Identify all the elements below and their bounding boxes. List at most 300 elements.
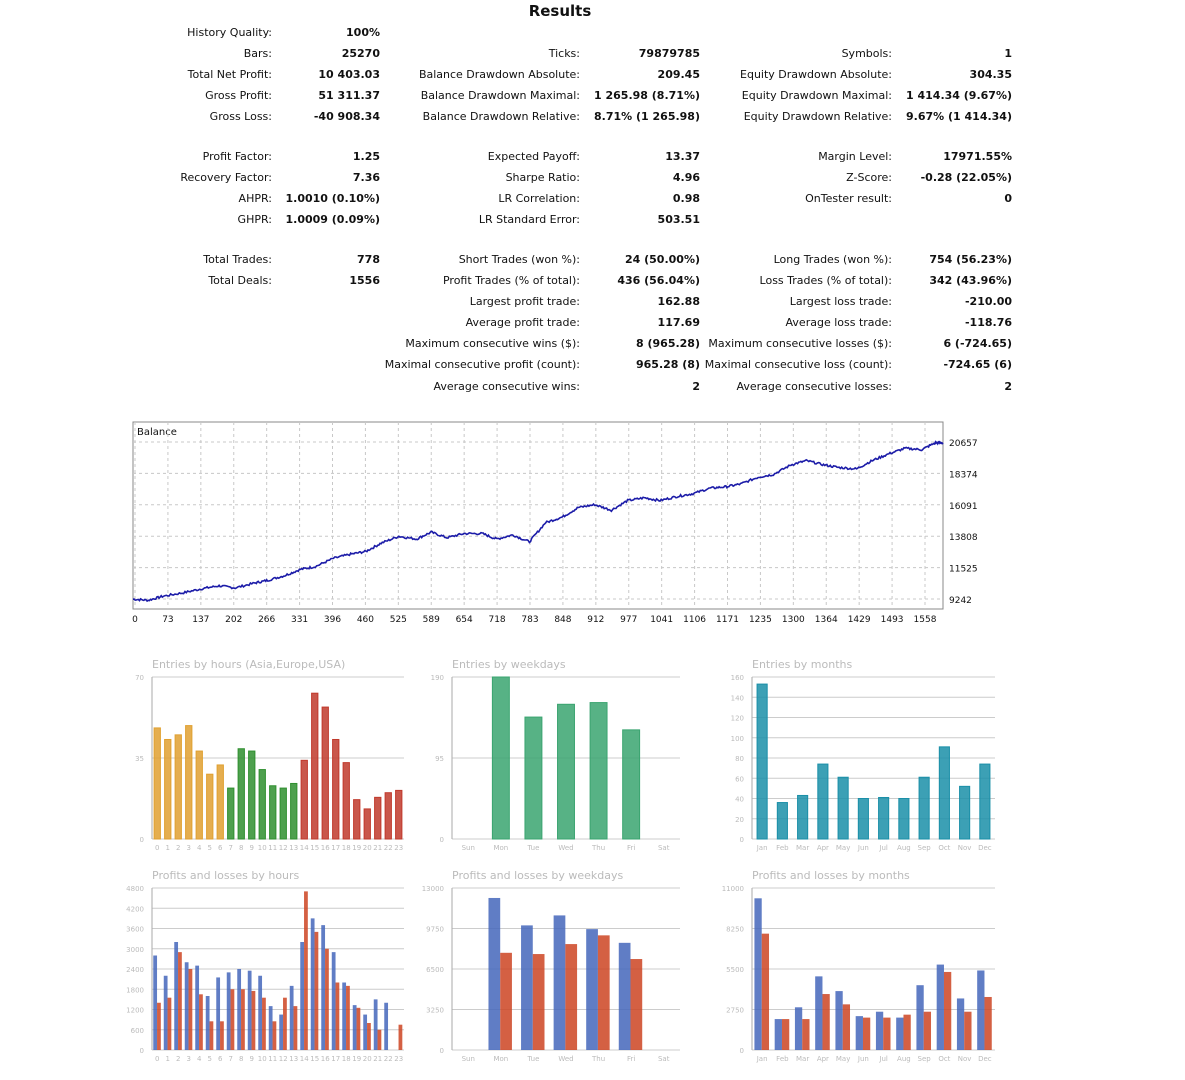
- loss-bar: [336, 983, 340, 1051]
- entries-by-months-chart: [728, 655, 1003, 855]
- x-tick-label: 5: [207, 844, 212, 852]
- x-tick-label: 15: [310, 844, 320, 852]
- y-tick-label: 600: [130, 1026, 144, 1035]
- x-tick-label: 1558: [913, 615, 937, 625]
- x-tick-label: 8: [239, 1055, 244, 1063]
- stat-label: Largest profit trade:: [469, 295, 580, 308]
- y-tick-label: 0: [739, 836, 744, 844]
- stat-value: 1: [1004, 47, 1012, 60]
- loss-bar: [262, 998, 266, 1050]
- loss-bar: [168, 998, 172, 1050]
- stat-label: Profit Trades (% of total):: [442, 274, 580, 287]
- report-title: Results: [528, 2, 592, 20]
- profit-bar: [300, 942, 304, 1050]
- loss-bar: [399, 1025, 403, 1050]
- stat-value: 209.45: [657, 68, 700, 81]
- stat-label: Total Net Profit:: [187, 68, 272, 81]
- loss-bar: [863, 1018, 870, 1050]
- stat-value: 24 (50.00%): [624, 253, 700, 266]
- bar: [838, 777, 848, 839]
- x-tick-label: 1171: [716, 615, 739, 625]
- stat-value: 0: [1004, 192, 1012, 205]
- stat-value: 8 (965.28): [636, 337, 700, 350]
- stat-label: Equity Drawdown Absolute:: [740, 68, 892, 81]
- x-tick-label: Jun: [857, 844, 869, 852]
- x-tick-label: 460: [356, 615, 375, 625]
- y-tick-label: 4200: [126, 905, 144, 914]
- stat-label: Balance Drawdown Relative:: [422, 110, 580, 123]
- x-tick-label: 2: [176, 1055, 181, 1063]
- stat-value: 754 (56.23%): [929, 253, 1012, 266]
- chart-title: Entries by weekdays: [452, 658, 566, 671]
- loss-bar: [346, 986, 350, 1050]
- stat-label: History Quality:: [187, 26, 272, 39]
- loss-bar: [964, 1012, 971, 1050]
- loss-bar: [903, 1015, 910, 1050]
- stat-value: 342 (43.96%): [929, 274, 1012, 287]
- chart-title: Profits and losses by months: [752, 869, 910, 882]
- stat-label: Average profit trade:: [465, 316, 580, 329]
- bar: [939, 747, 949, 839]
- bar: [590, 703, 607, 839]
- stat-value: 0.98: [672, 192, 700, 205]
- stat-value: 304.35: [969, 68, 1012, 81]
- stat-label: Equity Drawdown Maximal:: [741, 89, 892, 102]
- y-tick-label: 140: [730, 694, 744, 703]
- y-tick-label: 13000: [421, 885, 444, 893]
- stat-label: Equity Drawdown Relative:: [743, 110, 892, 123]
- loss-bar: [367, 1023, 371, 1050]
- profit-bar: [957, 998, 964, 1050]
- stat-label: Expected Payoff:: [487, 150, 580, 163]
- x-tick-label: 14: [299, 844, 309, 852]
- x-tick-label: 202: [225, 615, 243, 625]
- x-tick-label: 912: [587, 615, 605, 625]
- stat-value: -0.28 (22.05%): [920, 171, 1012, 184]
- x-tick-label: Feb: [776, 1055, 789, 1063]
- loss-bar: [304, 891, 308, 1050]
- profit-bar: [896, 1018, 903, 1050]
- stat-value: 1.0010 (0.10%): [285, 192, 380, 205]
- y-tick-label: 0: [139, 836, 144, 844]
- y-tick-label: 20: [735, 815, 744, 824]
- loss-bar: [944, 972, 951, 1050]
- y-tick-label: 5500: [726, 966, 744, 974]
- x-tick-label: 23: [394, 844, 404, 852]
- x-tick-label: Thu: [591, 1055, 606, 1063]
- plot-frame: [133, 422, 943, 609]
- loss-bar: [924, 1012, 931, 1050]
- x-tick-label: 718: [488, 615, 506, 625]
- bar: [798, 795, 808, 839]
- profit-bar: [174, 942, 178, 1050]
- x-tick-label: 20: [362, 1055, 372, 1063]
- profit-bar: [815, 976, 822, 1050]
- x-tick-label: 12: [278, 844, 288, 852]
- profit-bar: [279, 1015, 283, 1050]
- bar: [879, 797, 889, 839]
- stat-value: 1 414.34 (9.67%): [906, 89, 1012, 102]
- profits-losses-by-hours-chart: [112, 866, 413, 1071]
- x-tick-label: Sep: [917, 844, 931, 852]
- x-tick-label: 14: [299, 1055, 309, 1063]
- stat-value: 965.28 (8): [636, 358, 700, 371]
- x-tick-label: 1300: [781, 615, 805, 625]
- x-tick-label: 12: [278, 1055, 288, 1063]
- loss-bar: [802, 1019, 809, 1050]
- y-tick-label: 70: [135, 674, 144, 682]
- x-tick-label: Jun: [857, 1055, 869, 1063]
- profit-bar: [311, 918, 315, 1050]
- loss-bar: [220, 1021, 224, 1050]
- x-tick-label: 5: [207, 1055, 212, 1063]
- x-tick-label: 977: [620, 615, 638, 625]
- bar: [818, 764, 828, 839]
- profit-bar: [488, 898, 500, 1050]
- loss-bar: [231, 989, 235, 1050]
- bar: [280, 788, 286, 839]
- x-tick-label: 331: [290, 615, 309, 625]
- stat-label: Gross Loss:: [209, 110, 272, 123]
- bar: [291, 783, 297, 839]
- stat-label: Margin Level:: [818, 150, 892, 163]
- stat-label: LR Standard Error:: [478, 213, 580, 226]
- loss-bar: [378, 1030, 382, 1050]
- x-tick-label: 6: [218, 1055, 223, 1063]
- profit-bar: [363, 1015, 367, 1050]
- x-tick-label: Oct: [938, 844, 951, 852]
- x-tick-label: Mar: [796, 1055, 810, 1063]
- profit-bar: [153, 956, 157, 1051]
- x-tick-label: 11: [268, 844, 278, 852]
- y-tick-label: 3600: [126, 925, 144, 934]
- y-tick-label: 11525: [949, 564, 978, 575]
- stat-value: 9.67% (1 414.34): [906, 110, 1012, 123]
- y-tick-label: 3250: [426, 1006, 444, 1015]
- y-tick-label: 16091: [949, 501, 978, 512]
- stat-value: 1 265.98 (8.71%): [594, 89, 700, 102]
- stat-label: Long Trades (won %):: [773, 253, 892, 266]
- x-tick-label: 3: [186, 1055, 191, 1063]
- stat-value: 100%: [346, 26, 380, 39]
- x-tick-label: Oct: [938, 1055, 951, 1063]
- x-tick-label: 1: [165, 844, 170, 852]
- x-tick-label: 21: [373, 1055, 383, 1063]
- x-tick-label: 11: [268, 1055, 278, 1063]
- bar: [270, 786, 276, 839]
- x-tick-label: 73: [162, 615, 174, 625]
- y-tick-label: 190: [430, 674, 444, 682]
- profits-losses-by-weekdays-chart: [412, 866, 688, 1071]
- loss-bar: [315, 932, 319, 1050]
- y-tick-label: 100: [730, 734, 744, 743]
- x-tick-label: Jan: [756, 1055, 768, 1063]
- loss-bar: [782, 1019, 789, 1050]
- x-tick-label: 6: [218, 844, 223, 852]
- x-tick-label: 783: [521, 615, 539, 625]
- profit-bar: [185, 962, 189, 1050]
- x-tick-label: 19: [352, 1055, 362, 1063]
- stat-value: 4.96: [672, 171, 700, 184]
- x-tick-label: 137: [192, 615, 210, 625]
- profit-bar: [332, 952, 336, 1050]
- x-tick-label: Wed: [558, 844, 574, 852]
- y-tick-label: 9242: [949, 596, 972, 606]
- x-tick-label: 16: [320, 1055, 330, 1063]
- stat-label: Recovery Factor:: [180, 171, 272, 184]
- loss-bar: [843, 1004, 850, 1050]
- y-tick-label: 80: [735, 755, 744, 763]
- stat-value: -724.65 (6): [943, 358, 1012, 371]
- x-tick-label: Sep: [917, 1055, 931, 1063]
- stat-value: 117.69: [657, 316, 700, 329]
- x-tick-label: Fri: [626, 844, 636, 852]
- x-tick-label: May: [835, 844, 851, 852]
- stat-label: Symbols:: [841, 47, 892, 60]
- x-tick-label: Wed: [558, 1055, 574, 1063]
- x-tick-label: 1106: [683, 615, 707, 625]
- bar: [858, 799, 868, 840]
- x-tick-label: 10: [257, 844, 267, 852]
- profit-bar: [554, 915, 566, 1050]
- x-tick-label: 21: [373, 844, 383, 852]
- loss-bar: [157, 1003, 161, 1050]
- loss-bar: [565, 944, 577, 1050]
- x-tick-label: Nov: [957, 1055, 972, 1063]
- entries-by-hours-chart: [128, 655, 413, 855]
- profit-bar: [856, 1016, 863, 1050]
- stat-value: 79879785: [638, 47, 700, 60]
- bar: [322, 707, 328, 839]
- bar: [333, 739, 339, 839]
- x-tick-label: 1041: [650, 615, 674, 625]
- bar: [492, 677, 509, 839]
- stat-value: -40 908.34: [313, 110, 380, 123]
- bar: [623, 730, 640, 839]
- x-tick-label: Nov: [957, 844, 972, 852]
- x-tick-label: Jan: [756, 844, 768, 852]
- stat-label: Short Trades (won %):: [458, 253, 580, 266]
- y-tick-label: 0: [439, 836, 444, 844]
- x-tick-label: 848: [554, 615, 572, 625]
- x-tick-label: 16: [320, 844, 330, 852]
- bar: [217, 765, 223, 839]
- profit-bar: [164, 976, 168, 1050]
- bar: [312, 693, 318, 839]
- stat-value: 1.0009 (0.09%): [285, 213, 380, 226]
- chart-title: Entries by hours (Asia,Europe,USA): [152, 658, 346, 671]
- y-tick-label: 18374: [949, 470, 978, 481]
- entries-by-weekdays-chart: [428, 655, 688, 855]
- stat-label: Average consecutive losses:: [736, 380, 892, 393]
- profit-bar: [290, 986, 294, 1050]
- stat-value: 503.51: [657, 213, 700, 226]
- stat-label: Total Trades:: [203, 253, 272, 266]
- bar: [980, 764, 990, 839]
- x-tick-label: 7: [228, 844, 233, 852]
- bar: [196, 751, 202, 839]
- bar: [259, 770, 265, 839]
- x-tick-label: 2: [176, 844, 181, 852]
- x-tick-label: 22: [383, 844, 393, 852]
- x-tick-label: 13: [289, 1055, 299, 1063]
- stat-label: GHPR:: [237, 213, 272, 226]
- loss-bar: [294, 1006, 298, 1050]
- x-tick-label: 4: [197, 1055, 202, 1063]
- profit-bar: [248, 971, 252, 1050]
- loss-bar: [984, 997, 991, 1050]
- bar: [186, 726, 192, 839]
- loss-bar: [325, 949, 329, 1050]
- bar: [165, 739, 171, 839]
- x-tick-label: Mon: [493, 1055, 509, 1063]
- y-tick-label: 95: [435, 755, 444, 763]
- loss-bar: [533, 954, 545, 1050]
- x-tick-label: Apr: [816, 1055, 829, 1063]
- stat-value: 7.36: [352, 171, 380, 184]
- loss-bar: [500, 953, 512, 1050]
- loss-bar: [273, 1021, 277, 1050]
- stat-value: 51 311.37: [318, 89, 380, 102]
- profit-bar: [586, 929, 598, 1050]
- x-tick-label: 1235: [748, 615, 772, 625]
- stat-label: Balance Drawdown Absolute:: [418, 68, 580, 81]
- stat-label: Z-Score:: [846, 171, 892, 184]
- bar: [343, 763, 349, 839]
- stat-value: 162.88: [657, 295, 700, 308]
- y-tick-label: 8250: [726, 925, 744, 934]
- stat-label: Sharpe Ratio:: [505, 171, 580, 184]
- profit-bar: [775, 1019, 782, 1050]
- bar: [207, 774, 213, 839]
- bar: [238, 749, 244, 839]
- profit-bar: [216, 977, 220, 1050]
- loss-bar: [199, 994, 203, 1050]
- profit-bar: [521, 925, 533, 1050]
- bar: [385, 793, 391, 839]
- loss-bar: [357, 1008, 361, 1050]
- x-tick-label: Apr: [816, 844, 829, 852]
- stat-label: Maximal consecutive loss (count):: [704, 358, 892, 371]
- stat-value: 6 (-724.65): [943, 337, 1012, 350]
- x-tick-label: 654: [455, 615, 473, 625]
- x-tick-label: 0: [155, 1055, 160, 1063]
- x-tick-label: Dec: [978, 1055, 992, 1063]
- x-tick-label: 20: [362, 844, 372, 852]
- bar: [899, 799, 909, 840]
- y-tick-label: 1800: [126, 986, 144, 995]
- stat-value: -210.00: [964, 295, 1012, 308]
- y-tick-label: 13808: [949, 533, 978, 544]
- x-tick-label: 15: [310, 1055, 320, 1063]
- x-tick-label: 589: [422, 615, 440, 625]
- profit-bar: [619, 943, 631, 1050]
- profit-bar: [342, 983, 346, 1051]
- y-tick-label: 0: [739, 1047, 744, 1055]
- x-tick-label: 18: [341, 1055, 351, 1063]
- x-tick-label: 3: [186, 844, 191, 852]
- y-tick-label: 4800: [126, 885, 144, 893]
- bar: [777, 803, 787, 839]
- x-tick-label: Jul: [879, 1055, 888, 1063]
- loss-bar: [178, 952, 182, 1050]
- stat-label: Largest loss trade:: [789, 295, 892, 308]
- x-tick-label: Dec: [978, 844, 992, 852]
- x-tick-label: 1493: [880, 615, 904, 625]
- y-tick-label: 0: [139, 1047, 144, 1055]
- y-tick-label: 2400: [126, 966, 144, 974]
- x-tick-label: 13: [289, 844, 299, 852]
- chart-title: Profits and losses by weekdays: [452, 869, 624, 882]
- y-tick-label: 40: [735, 795, 744, 804]
- x-tick-label: 10: [257, 1055, 267, 1063]
- x-tick-label: Aug: [897, 844, 911, 852]
- x-tick-label: 9: [249, 1055, 254, 1063]
- y-tick-label: 6500: [426, 966, 444, 974]
- x-tick-label: 266: [258, 615, 276, 625]
- stat-label: Balance Drawdown Maximal:: [420, 89, 580, 102]
- x-tick-label: 0: [155, 844, 160, 852]
- x-tick-label: 18: [341, 844, 351, 852]
- stat-value: 1556: [349, 274, 380, 287]
- profits-losses-by-months-chart: [712, 866, 1003, 1071]
- stat-value: 8.71% (1 265.98): [594, 110, 700, 123]
- x-tick-label: 22: [383, 1055, 393, 1063]
- loss-bar: [598, 935, 610, 1050]
- stat-value: 778: [357, 253, 380, 266]
- bar: [364, 809, 370, 839]
- stat-label: Gross Profit:: [205, 89, 272, 102]
- x-tick-label: Feb: [776, 844, 789, 852]
- y-tick-label: 11000: [721, 885, 744, 893]
- loss-bar: [822, 994, 829, 1050]
- profit-bar: [374, 999, 378, 1050]
- bar: [757, 684, 767, 839]
- profit-bar: [384, 1003, 388, 1050]
- bar: [175, 735, 181, 839]
- stat-value: 1.25: [352, 150, 380, 163]
- chart-title: Balance: [137, 427, 177, 438]
- x-tick-label: 8: [239, 844, 244, 852]
- x-tick-label: 17: [331, 1055, 341, 1063]
- stat-value: -118.76: [964, 316, 1012, 329]
- x-tick-label: 4: [197, 844, 202, 852]
- profit-bar: [977, 970, 984, 1050]
- stat-label: Average loss trade:: [785, 316, 892, 329]
- stat-label: Total Deals:: [208, 274, 272, 287]
- x-tick-label: 9: [249, 844, 254, 852]
- y-tick-label: 1200: [126, 1006, 144, 1015]
- y-tick-label: 35: [135, 755, 144, 763]
- x-tick-label: Sat: [657, 844, 670, 852]
- y-tick-label: 3000: [126, 945, 144, 954]
- y-tick-label: 9750: [426, 925, 444, 934]
- x-tick-label: 0: [132, 615, 138, 625]
- x-tick-label: 19: [352, 844, 362, 852]
- stat-value: 436 (56.04%): [617, 274, 700, 287]
- x-tick-label: 1429: [847, 615, 871, 625]
- stat-label: Profit Factor:: [202, 150, 272, 163]
- bar: [919, 777, 929, 839]
- bar: [301, 760, 307, 839]
- profit-bar: [353, 1005, 357, 1050]
- profit-bar: [795, 1007, 802, 1050]
- x-tick-label: Tue: [527, 844, 540, 852]
- stat-label: OnTester result:: [805, 192, 892, 205]
- stat-label: Ticks:: [548, 47, 580, 60]
- bar: [249, 751, 255, 839]
- x-tick-label: 396: [323, 615, 342, 625]
